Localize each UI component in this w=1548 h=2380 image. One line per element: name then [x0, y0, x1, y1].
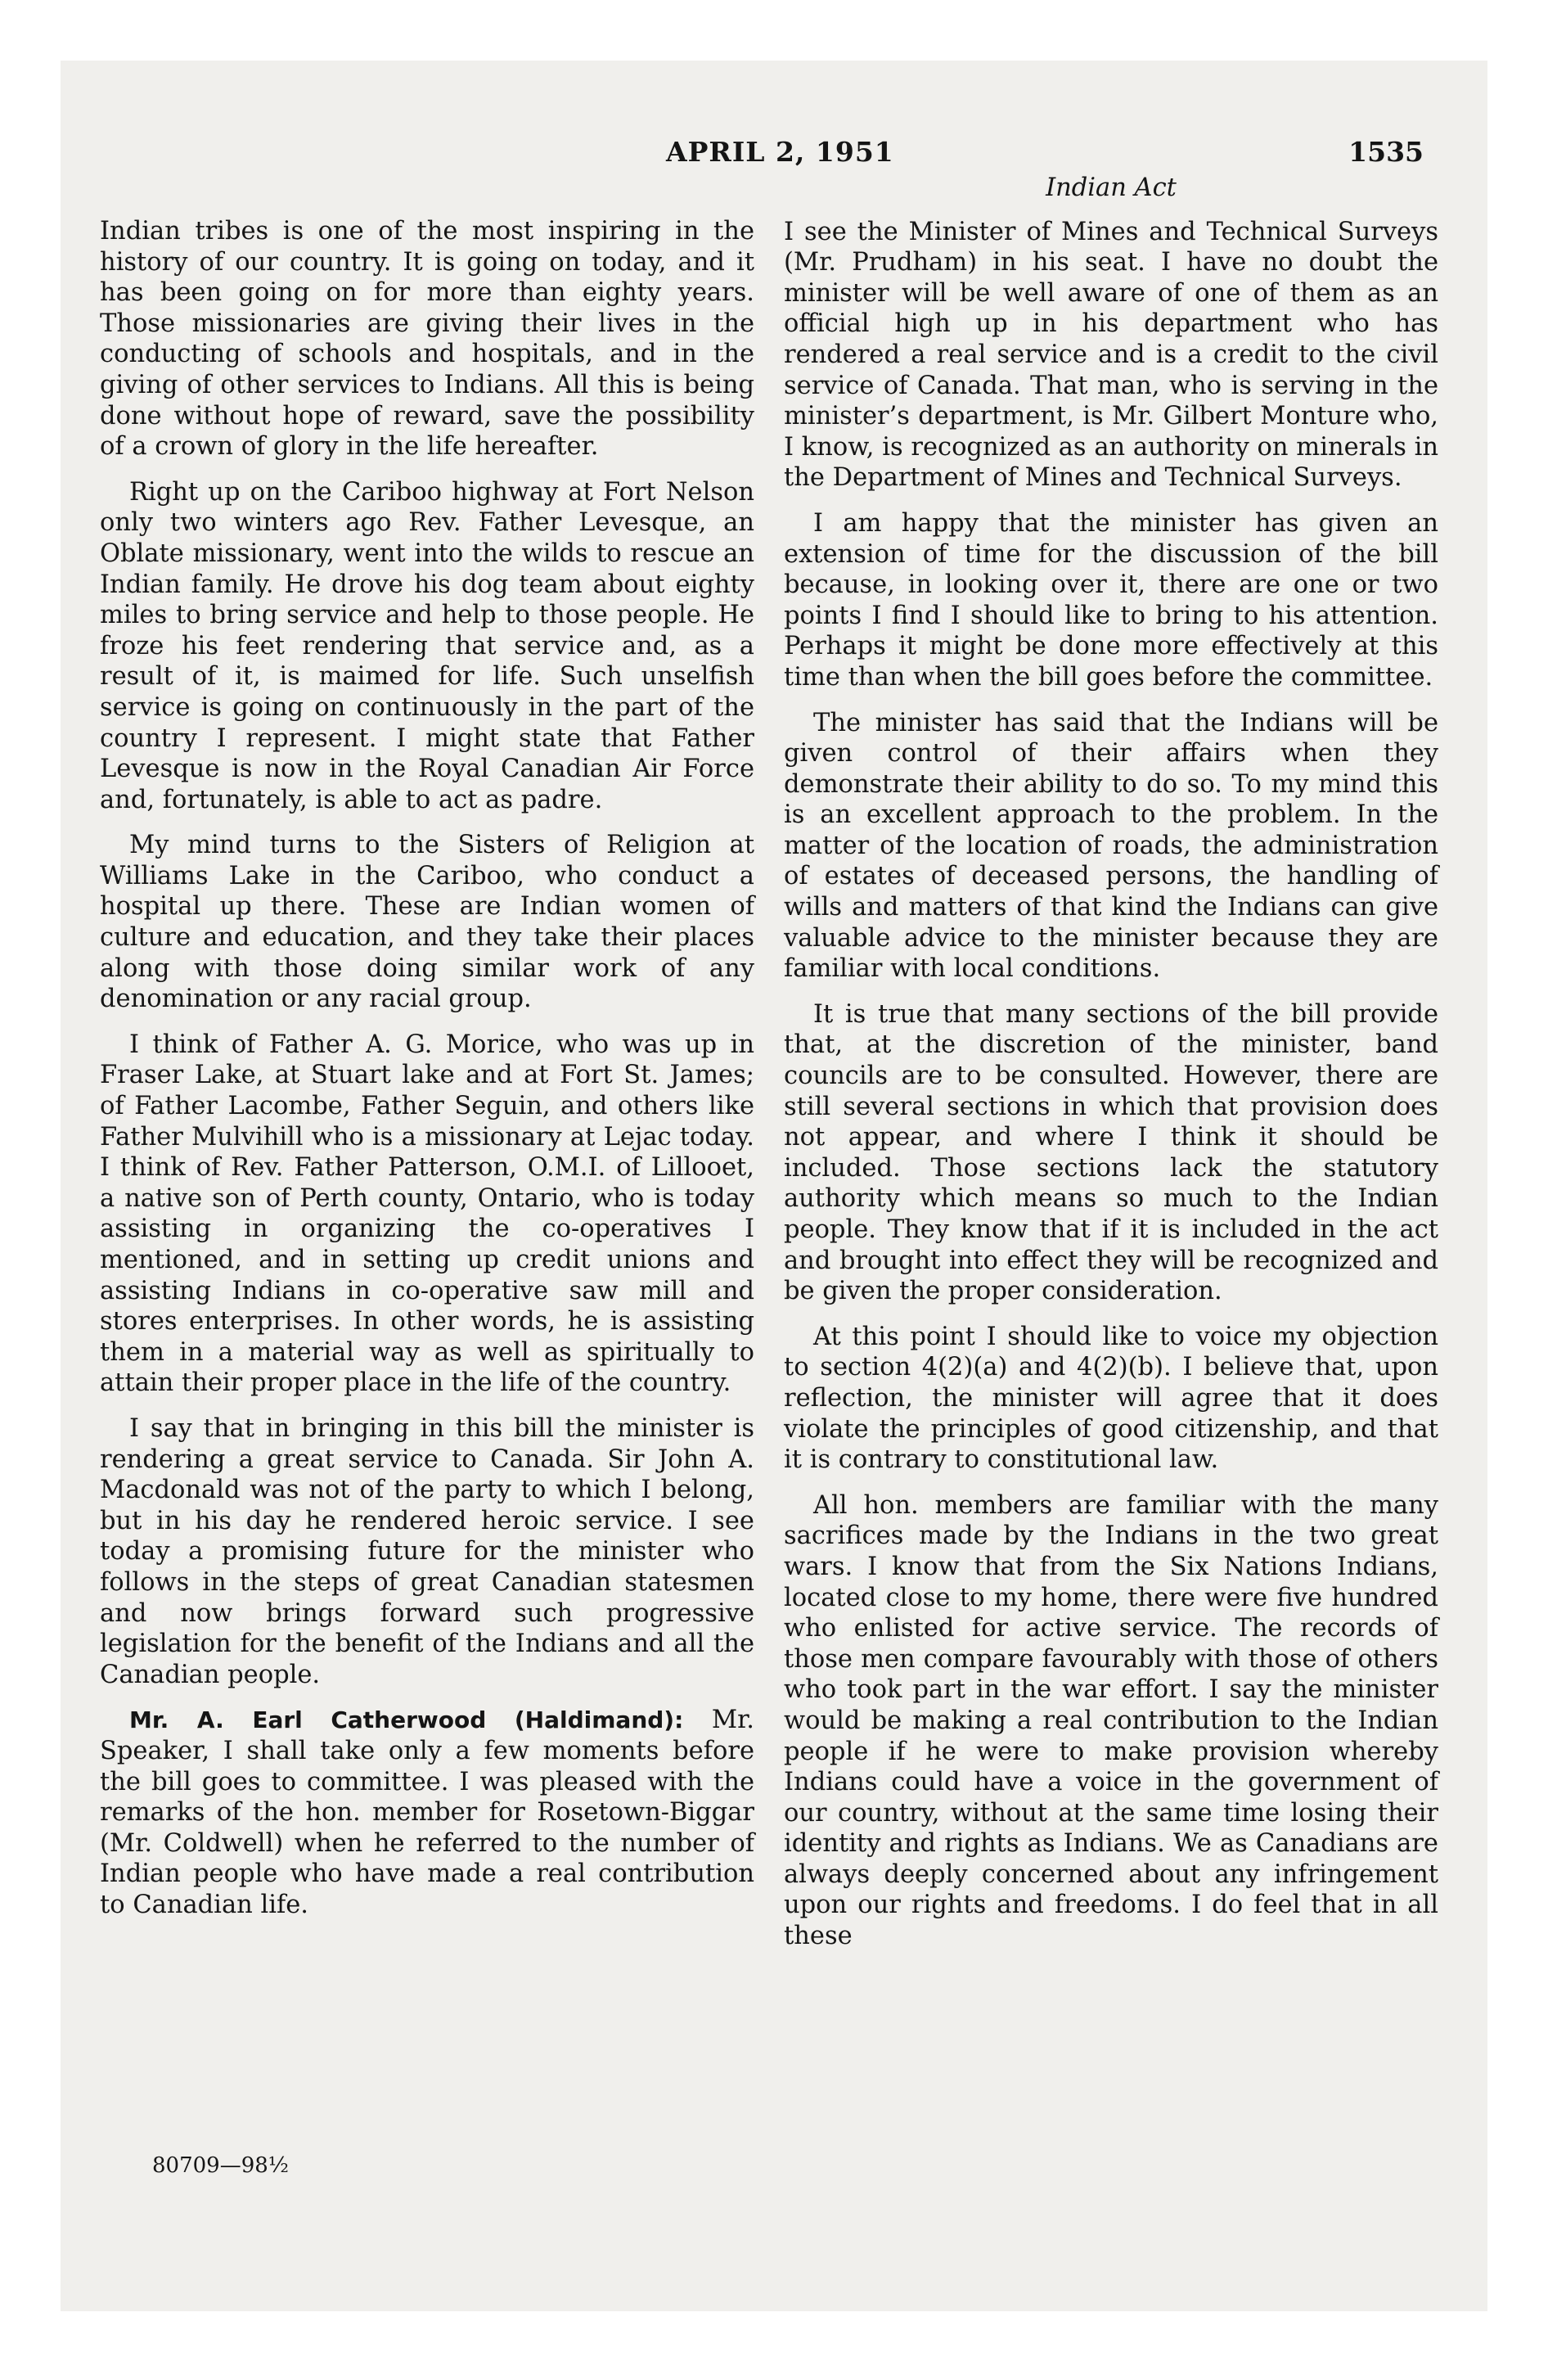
running-title: Indian Act — [1046, 174, 1177, 202]
left-column — [100, 216, 754, 1935]
print-code: 80709—98½ — [152, 2153, 289, 2178]
paragraph: I see the Minister of Mines and Technical Surveys (Mr. Prudham) in his seat. I have no doubt the minister will be well aware of one of them as an official high up in his department who has rendered a real service and is a credit to the civil service of Canada. That man, who is serving in the minister’s department, is Mr. Gilbert Monture who, I know, is recognized as an authority on minerals in the Department of Mines and Technical Surveys. — [784, 217, 1438, 493]
paragraph: It is true that many sections of the bill provide that, at the discretion of the minister, band councils are to be consulted. However, there are still several sections in which that provision does not appear, and where I think it should be included. Those sections lack the statutory authority which means so much to the Indian people. They know that if it is included in the act and brought into effect they will be recognized and be given the proper consideration. — [784, 999, 1438, 1306]
paragraph: All hon. members are familiar with the many sacrifices made by the Indians in the two great wars. I know that from the Six Nations Indians, located close to my home, there were five hundred who enlisted for active service. The records of those men compare favourably with those of others who took part in the war effort. I say the minister would be making a real contribution to the Indian people if he were to make provision whereby Indians could have a voice in the government of our country, without at the same time losing their identity and rights as Indians. We as Canadians are always deeply concerned about any infringement upon our rights and freedoms. I do feel that in all these — [784, 1490, 1438, 1951]
paragraph: I say that in bringing in this bill the minister is rendering a great service to Canada. Sir John A. Macdonald was not of the party to which I belong, but in his day he rendered heroic service. I see today a promising future for the minister who follows in the steps of great Canadian statesmen and now brings forward such progressive legislation for the benefit of the Indians and all the Canadian people. — [100, 1413, 754, 1689]
speaker-name: Mr. A. Earl Catherwood (Haldimand): — [129, 1706, 684, 1734]
page-header — [61, 136, 1487, 172]
speech-paragraph — [100, 1705, 754, 1920]
paragraph: Indian tribes is one of the most inspiring in the history of our country. It is going on today, and it has been going on for more than eighty years. Those missionaries are giving their lives in the conducting of schools and hospitals, and in the giving of other services to Indians. All this is being done without hope of reward, save the possibility of a crown of glory in the life hereafter. — [100, 217, 754, 462]
paragraph: At this point I should like to voice my objection to section 4(2)(a) and 4(2)(b). I believe that, upon reflection, the minister will agree that it does violate the principles of good citizenship, and that it is contrary to constitutional law. — [784, 1322, 1438, 1475]
paragraph: My mind turns to the Sisters of Religion at Williams Lake in the Cariboo, who conduct a hospital up there. These are Indian women of culture and education, and they take their places along with those doing similar work of any denomination or any racial group. — [100, 831, 754, 1014]
paragraph: I think of Father A. G. Morice, who was up in Fraser Lake, at Stuart lake and at Fort St. James; of Father Lacombe, Father Seguin, and others like Father Mulvihill who is a missionary at Lejac today. I think of Rev. Father Patterson, O.M.I. of Lillooet, a native son of Perth county, Ontario, who is today assisting in organizing the co-operatives I mentioned, and in setting up credit unions and assisting Indians in co-operative saw mill and stores enterprises. In other words, he is assisting them in a material way as well as spiritually to attain their proper place in the life of the country. — [100, 1030, 754, 1398]
speech-text: Mr. Speaker, I shall take only a few moments before the bill goes to committee. I was pleased with the remarks of the hon. member for Rosetown-Biggar (Mr. Coldwell) when he referred to the number of Indian people who have made a real contribution to Canadian life. — [100, 1706, 754, 1919]
paragraph: I am happy that the minister has given an extension of time for the discussion of the bill because, in looking over it, there are one or two points I find I should like to bring to his attention. Perhaps it might be done more effectively at this time than when the bill goes before the committee. — [784, 508, 1438, 692]
paragraph: Right up on the Cariboo highway at Fort Nelson only two winters ago Rev. Father Levesque, an Oblate missionary, went into the wilds to rescue an Indian family. He drove his dog team about eighty miles to bring service and help to those people. He froze his feet rendering that service and, as a result of it, is maimed for life. Such unselfish service is going on continuously in the part of the country I represent. I might state that Father Levesque is now in the Royal Canadian Air Force and, fortunately, is able to act as padre. — [100, 477, 754, 814]
right-column — [784, 173, 1438, 1967]
page-number: 1535 — [1348, 136, 1424, 168]
header-date: APRIL 2, 1951 — [666, 136, 894, 168]
paragraph: The minister has said that the Indians will be given control of their affairs when they demonstrate their ability to do so. To my mind this is an excellent approach to the problem. In the matter of the location of roads, the administration of estates of deceased persons, the handling of wills and matters of that kind the Indians can give valuable advice to the minister because they are familiar with local conditions. — [784, 708, 1438, 984]
page — [61, 61, 1487, 2311]
